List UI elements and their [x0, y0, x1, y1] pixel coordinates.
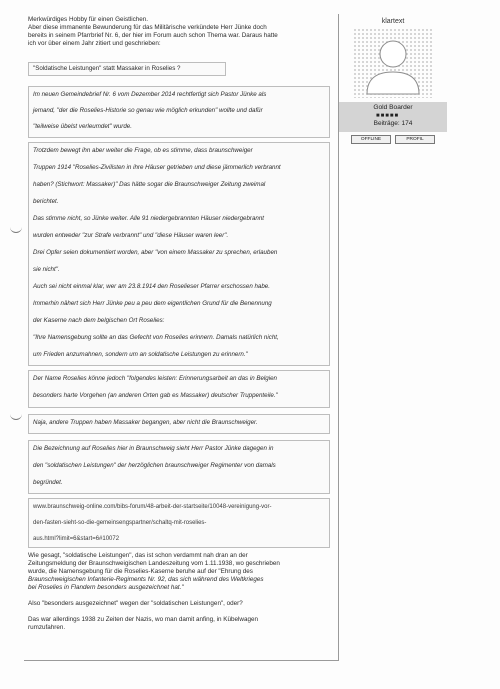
- rank-bar: [339, 102, 447, 132]
- quote-line: den "soldatischen Leistungen" der herzöglichen braunschweiger Regimenter von damals: [33, 462, 276, 469]
- margin-mark: [10, 226, 22, 233]
- intro-line: Merkwürdiges Hobby für einen Geistlichen.: [28, 16, 149, 23]
- source-link[interactable]: www.braunschweig-online.com/bibs-forum/48-arbeit-der-startseite/10048-vereinigung-vor-: [33, 504, 272, 510]
- body-line: rumzufahren.: [28, 624, 66, 631]
- username[interactable]: klartext: [381, 18, 405, 25]
- body-line: Das war allerdings 1938 zu Zeiten der Nazis, wo man damit anfing, in Kübelwagen: [28, 616, 258, 623]
- body-line: Braunschweigischen Infanterie-Regiments Nr. 92, das sich während des Weltkrieges: [28, 576, 264, 583]
- quote-line: "Ihre Namensgebung sollte an das Gefecht von Roselies erinnern. Damals natürlich nicht,: [33, 334, 279, 341]
- quote-line: Naja, andere Truppen haben Massaker begangen, aber nicht die Braunschweiger.: [33, 419, 258, 426]
- link-box: [28, 498, 330, 548]
- body-line: bei Roselies in Flandern besonders ausgezeichnet hat.": [28, 584, 184, 591]
- quote-block: [28, 86, 330, 138]
- quote-line: Der Name Roselies könne jedoch "folgendes leisten: Erinnerungsarbeit an das in Belgien: [33, 375, 277, 382]
- quote-line: Drei Opfer seien dokumentiert worden, aber "von einem Massaker zu sprechen, erlauben: [33, 249, 278, 256]
- intro-line: Aber diese immanente Bewunderung für das Militärische verkündete Herr Jünke doch: [28, 24, 267, 31]
- quote-block: [28, 142, 330, 366]
- quote-line: Die Bezeichnung auf Roselies hier in Braunschweig sieht Herr Pastor Jünke dagegen in: [33, 445, 274, 452]
- intro-line: bereits in seinem Pfarrbrief Nr. 6, der hier im Forum auch schon Thema war. Daraus hatte: [28, 32, 278, 39]
- quote-line: Im neuen Gemeindebrief Nr. 6 vom Dezember 2014 rechtfertigt sich Pastor Jünke als: [33, 91, 267, 98]
- quote-line: begründet.: [33, 479, 63, 486]
- quote-line: Truppen 1914 "Roselies-Zivilisten in ihre Häuser getrieben und diese jämmerlich verbrannt: [33, 164, 281, 171]
- quote-line: Auch sei nicht einmal klar, wer am 23.8.1914 den Roselieser Pfarrer erschossen habe.: [33, 283, 270, 290]
- user-panel: [339, 14, 447, 144]
- body-line: Zeitungsmeldung der Braunschweigischen Landeszeitung vom 1.11.1938, wo geschrieben: [28, 560, 280, 567]
- quote-line: um Frieden anzumahnen, sondern um an soldatische Leistungen zu erinnern.": [33, 351, 248, 358]
- body-line: Wie gesagt, "soldatische Leistungen", das ist schon verdammt nah dran an der: [28, 552, 248, 559]
- forum-post: [24, 14, 339, 661]
- offline-status-button[interactable]: OFFLINE: [351, 135, 391, 144]
- quote-line: wurden entweder "zur Strafe verbrannt" und "diese Häuser waren leer".: [33, 232, 229, 239]
- avatar: [353, 28, 433, 98]
- source-link[interactable]: aus.html?limit=6&start=6#10072: [33, 536, 120, 542]
- quote-line: Trotzdem bewegt ihn aber weiter die Frage, ob es stimme, dass braunschweiger: [33, 147, 253, 154]
- quote-line: Das stimme nicht, so Jünke weiter. Alle 91 niedergebrannten Häuser niedergebrannt: [33, 215, 265, 222]
- quote-block: [28, 370, 330, 408]
- body-line: wurde, die Namensgebung für die Roselies-Kaserne beruhe auf der "Ehrung des: [28, 568, 253, 575]
- quote-line: Immerhin nähert sich Herr Jünke peu a peu dem eigentlichen Grund für die Benennung: [33, 300, 272, 307]
- avatar-placeholder-icon: [353, 28, 433, 98]
- source-link[interactable]: den-fasten-sieht-so-die-gemeinsengspartner/schaltq-mit-roselies-: [33, 520, 207, 526]
- quote-line: jemand, "der die Roselies-Historie so genau wie möglich erkunden" wollte und dafür: [33, 107, 263, 114]
- user-rank: Gold Boarder: [373, 104, 413, 111]
- rank-stars: ■■■■■: [376, 113, 400, 119]
- quote-line: berichtet.: [33, 198, 59, 205]
- quote-line: der Kaserne nach dem belgischen Ort Roselies:: [33, 317, 165, 324]
- margin-mark: [10, 413, 22, 420]
- quote-title-box: [28, 62, 226, 76]
- quote-line: sie nicht".: [33, 266, 60, 273]
- quote-line: haben? (Stichwort: Massaker)" Das hätte sogar die Braunschweiger Zeitung zweimal: [33, 181, 266, 188]
- body-line: Also "besonders ausgezeichnet" wegen der "soldatischen Leistungen", oder?: [28, 600, 243, 607]
- quote-line: "teilweise übelst verleumdet" wurde.: [33, 123, 132, 130]
- quote-title: "Soldatische Leistungen" statt Massaker in Roselies ?: [33, 65, 181, 72]
- quote-block: [28, 440, 330, 494]
- quote-block: [28, 414, 330, 434]
- quote-line: besonders harte Vorgehen (an anderen Orten gab es Massaker) deutscher Truppenteile.": [33, 392, 278, 399]
- post-count: Beiträge: 174: [373, 120, 413, 127]
- profile-button[interactable]: PROFIL: [395, 135, 435, 144]
- intro-line: ich vor über einem Jahr zitiert und geschrieben:: [28, 40, 161, 47]
